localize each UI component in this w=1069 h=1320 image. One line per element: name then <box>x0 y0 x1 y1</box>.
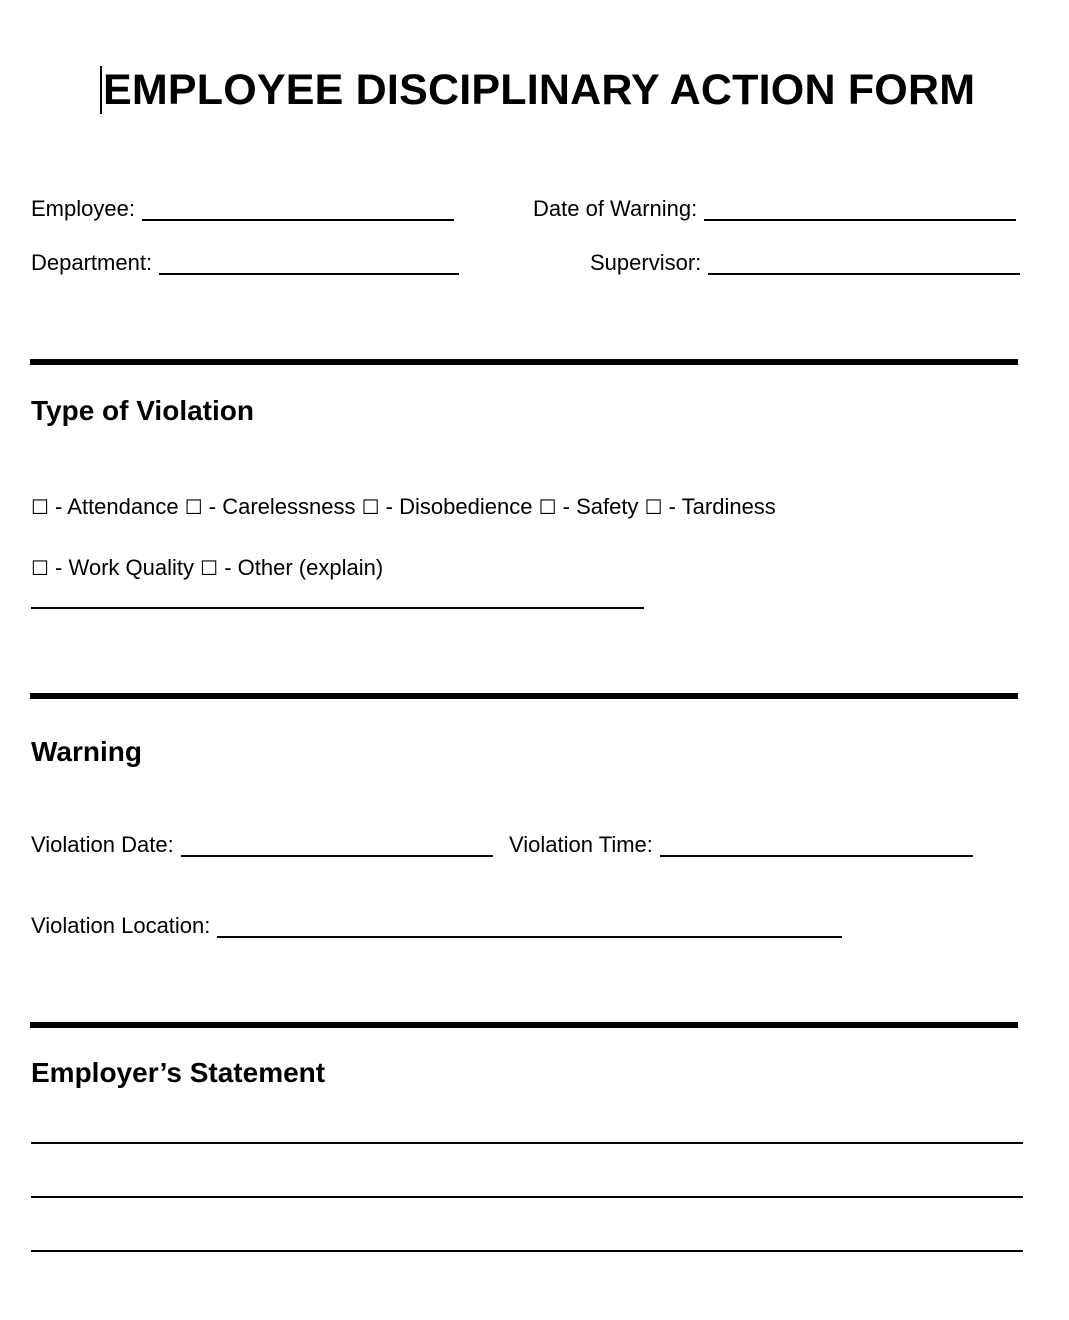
checkbox-icon[interactable]: ☐ <box>538 497 557 519</box>
warning-heading: Warning <box>31 736 142 767</box>
section-divider <box>30 1022 1018 1028</box>
separator: - <box>202 494 223 519</box>
option-label: Work Quality <box>68 555 195 580</box>
violation-date-input[interactable] <box>181 835 493 857</box>
separator: - <box>48 555 69 580</box>
violation-location-input[interactable] <box>217 916 842 938</box>
violation-type-heading: Type of Violation <box>31 395 254 426</box>
supervisor-label: Supervisor: <box>590 250 702 275</box>
option-label: Carelessness <box>222 494 356 519</box>
checkbox-carelessness[interactable] <box>185 494 356 519</box>
checkbox-icon[interactable]: ☐ <box>31 497 49 519</box>
date-of-warning-input[interactable] <box>704 199 1016 221</box>
violation-location-field <box>31 913 842 939</box>
department-input[interactable] <box>159 253 459 275</box>
checkbox-icon[interactable]: ☐ <box>31 558 49 580</box>
option-label: Other (explain) <box>237 555 384 580</box>
violation-date-field <box>31 832 493 858</box>
checkbox-disobedience[interactable] <box>362 494 533 519</box>
violation-date-label: Violation Date: <box>31 832 174 857</box>
violation-time-field <box>509 832 973 858</box>
checkbox-safety[interactable] <box>539 494 639 519</box>
employer-statement-line-3[interactable] <box>31 1250 1023 1252</box>
section-divider <box>30 359 1018 365</box>
separator: - <box>218 555 238 580</box>
employee-input[interactable] <box>142 199 454 221</box>
checkbox-work-quality[interactable] <box>31 555 194 580</box>
checkbox-attendance[interactable] <box>31 494 179 519</box>
section-divider <box>30 693 1018 699</box>
checkbox-icon[interactable]: ☐ <box>361 497 380 519</box>
checkbox-tardiness[interactable] <box>645 494 776 519</box>
separator: - <box>662 494 682 519</box>
date-of-warning-field <box>533 196 1016 222</box>
employer-statement-line-2[interactable] <box>31 1196 1023 1198</box>
checkbox-icon[interactable]: ☐ <box>200 558 219 580</box>
checkbox-other[interactable] <box>200 555 383 580</box>
department-label: Department: <box>31 250 153 275</box>
violation-options-row-1 <box>31 494 776 521</box>
supervisor-field <box>590 250 1020 276</box>
other-explanation-input[interactable] <box>31 607 644 609</box>
separator: - <box>379 494 400 519</box>
text-cursor <box>100 66 102 114</box>
document-title: EMPLOYEE DISCIPLINARY ACTION FORM <box>103 66 976 114</box>
checkbox-icon[interactable]: ☐ <box>184 497 203 519</box>
separator: - <box>48 494 68 519</box>
employer-statement-heading: Employer’s Statement <box>31 1057 326 1088</box>
option-label: Attendance <box>67 494 179 519</box>
supervisor-input[interactable] <box>708 253 1020 275</box>
violation-time-input[interactable] <box>660 835 973 857</box>
violation-location-label: Violation Location: <box>31 913 211 938</box>
option-label: Disobedience <box>399 494 533 519</box>
employee-label: Employee: <box>31 196 135 221</box>
violation-options-row-2 <box>31 555 383 582</box>
option-label: Tardiness <box>681 494 776 519</box>
employer-statement-line-1[interactable] <box>31 1142 1023 1144</box>
separator: - <box>556 494 577 519</box>
date-of-warning-label: Date of Warning: <box>533 196 698 221</box>
violation-time-label: Violation Time: <box>509 832 653 857</box>
employee-field <box>31 196 454 222</box>
department-field <box>31 250 459 276</box>
checkbox-icon[interactable]: ☐ <box>644 497 663 519</box>
option-label: Safety <box>576 494 639 519</box>
